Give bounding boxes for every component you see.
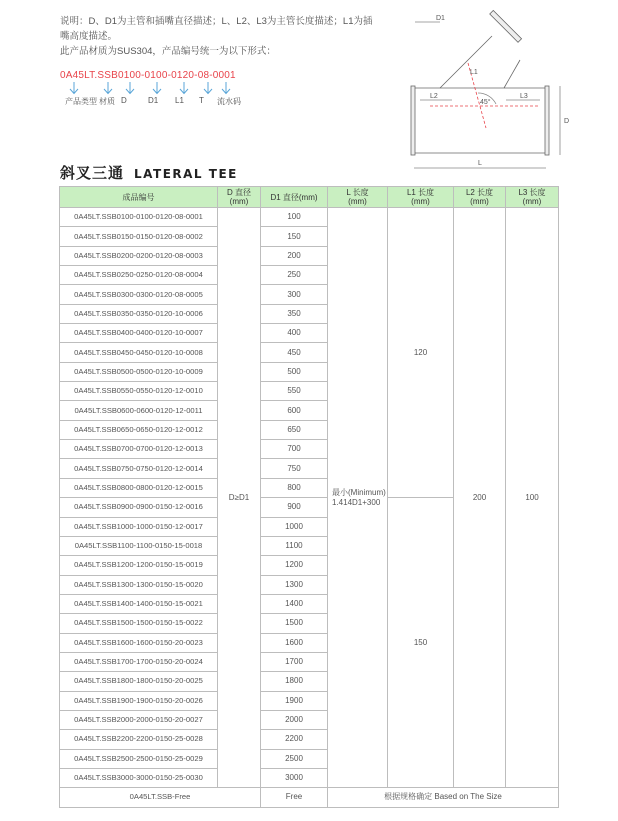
d1-diameter-cell: 800 [261,478,328,497]
legend-label: 材质 [99,97,115,106]
code-example: 0A45LT.SSB0100-0100-0120-08-0001 [60,70,236,81]
d1-diameter-cell: 650 [261,420,328,439]
legend-label: D [121,96,127,105]
free-code-cell: 0A45LT.SSB-Free [60,788,261,807]
legend-arrow-icon [103,82,113,96]
legend-arrow-icon [221,82,231,96]
description-line-3: 此产品材质为SUS304，产品编号统一为以下形式： [60,46,276,57]
product-code-cell: 0A45LT.SSB0550-0550-0120-12-0010 [60,382,218,401]
product-code-cell: 0A45LT.SSB3000-3000-0150-25-0030 [60,768,218,787]
l1-length-cell: 120 [388,208,454,498]
product-code-cell: 0A45LT.SSB1000-1000-0150-12-0017 [60,517,218,536]
product-code-cell: 0A45LT.SSB1400-1400-0150-15-0021 [60,594,218,613]
legend-label: D1 [148,96,159,105]
l-length-line-2: 1.414D1+300 [332,497,381,507]
table-row [60,208,559,227]
diagram-label-d1: D1 [436,15,445,22]
d1-diameter-cell: 700 [261,440,328,459]
code-legend [60,82,300,112]
d1-diameter-cell: 500 [261,362,328,381]
description-line-2: 嘴高度描述。 [60,31,118,42]
product-code-cell: 0A45LT.SSB2500-2500-0150-25-0029 [60,749,218,768]
free-d1-cell: Free [261,788,328,807]
legend-arrow-icon [125,82,135,96]
table-header-cell: L 长度 (mm) [328,187,388,208]
product-code-cell: 0A45LT.SSB0350-0350-0120-10-0006 [60,304,218,323]
d1-diameter-cell: 2200 [261,730,328,749]
product-code-cell: 0A45LT.SSB2000-2000-0150-20-0027 [60,710,218,729]
legend-arrow-icon [203,82,213,96]
product-code-cell: 0A45LT.SSB0650-0650-0120-12-0012 [60,420,218,439]
product-code-cell: 0A45LT.SSB0400-0400-0120-10-0007 [60,324,218,343]
d1-diameter-cell: 1900 [261,691,328,710]
section-title [60,162,238,183]
legend-label: L1 [175,96,184,105]
d1-diameter-cell: 450 [261,343,328,362]
d1-diameter-cell: 2000 [261,710,328,729]
product-code-cell: 0A45LT.SSB0900-0900-0150-12-0016 [60,498,218,517]
product-code-cell: 0A45LT.SSB0200-0200-0120-08-0003 [60,246,218,265]
d1-diameter-cell: 750 [261,459,328,478]
d1-diameter-cell: 550 [261,382,328,401]
lateral-tee-diagram [400,8,580,178]
d1-diameter-cell: 1200 [261,556,328,575]
product-code-cell: 0A45LT.SSB1900-1900-0150-20-0026 [60,691,218,710]
d1-diameter-cell: 1700 [261,652,328,671]
d1-diameter-cell: 1000 [261,517,328,536]
legend-label: T [199,96,204,105]
product-code-cell: 0A45LT.SSB1200-1200-0150-15-0019 [60,556,218,575]
title-en: LATERAL TEE [134,167,238,181]
diagram-label-l1: L1 [470,69,478,76]
diagram-label-l2: L2 [430,93,438,100]
d1-diameter-cell: 2500 [261,749,328,768]
legend-arrow-icon [69,82,79,96]
product-code-cell: 0A45LT.SSB1500-1500-0150-15-0022 [60,614,218,633]
table-header-cell: D1 直径(mm) [261,187,328,208]
product-code-cell: 0A45LT.SSB0700-0700-0120-12-0013 [60,440,218,459]
d1-diameter-cell: 1800 [261,672,328,691]
legend-label: 流水码 [217,97,241,106]
d1-diameter-cell: 1300 [261,575,328,594]
description [60,14,390,59]
l-length-cell [328,208,388,788]
table-header-cell: L3 长度 (mm) [506,187,559,208]
product-code-cell: 0A45LT.SSB0450-0450-0120-10-0008 [60,343,218,362]
d1-diameter-cell: 1400 [261,594,328,613]
d1-diameter-cell: 300 [261,285,328,304]
l3-length-cell: 100 [506,208,559,788]
table-header-cell: L2 长度 (mm) [454,187,506,208]
table-header-row [60,187,559,208]
product-code-cell: 0A45LT.SSB0800-0800-0120-12-0015 [60,478,218,497]
d-diameter-cell: D≥D1 [218,208,261,788]
table-header-cell: L1 长度 (mm) [388,187,454,208]
table-row-free [60,788,559,807]
product-code-cell: 0A45LT.SSB0250-0250-0120-08-0004 [60,266,218,285]
product-code-cell: 0A45LT.SSB1800-1800-0150-20-0025 [60,672,218,691]
diagram-label-d: D [564,118,570,125]
l1-length-cell: 150 [388,498,454,788]
d1-diameter-cell: 1600 [261,633,328,652]
d1-diameter-cell: 3000 [261,768,328,787]
product-code-cell: 0A45LT.SSB1100-1100-0150-15-0018 [60,536,218,555]
d1-diameter-cell: 400 [261,324,328,343]
product-code-cell: 0A45LT.SSB0500-0500-0120-10-0009 [60,362,218,381]
d1-diameter-cell: 350 [261,304,328,323]
d1-diameter-cell: 1500 [261,614,328,633]
d1-diameter-cell: 150 [261,227,328,246]
spec-table [59,186,559,808]
d1-diameter-cell: 200 [261,246,328,265]
product-code-cell: 0A45LT.SSB0100-0100-0120-08-0001 [60,208,218,227]
legend-arrow-icon [179,82,189,96]
product-code-cell: 0A45LT.SSB1700-1700-0150-20-0024 [60,652,218,671]
product-code-cell: 0A45LT.SSB2200-2200-0150-25-0028 [60,730,218,749]
d1-diameter-cell: 600 [261,401,328,420]
legend-label: 产品类型 [65,97,97,106]
d1-diameter-cell: 100 [261,208,328,227]
product-code-cell: 0A45LT.SSB0150-0150-0120-08-0002 [60,227,218,246]
free-note-cell: 根据规格确定 Based on The Size [328,788,559,807]
l2-length-cell: 200 [454,208,506,788]
diagram-label-angle: 45° [480,99,491,106]
diagram-label-l: L [478,160,482,167]
product-code-cell: 0A45LT.SSB1600-1600-0150-20-0023 [60,633,218,652]
title-cn: 斜叉三通 [60,164,125,182]
table-header-cell: 成品编号 [60,187,218,208]
description-line-1: 说明：D、D1为主管和插嘴直径描述；L、L2、L3为主管长度描述；L1为插 [60,16,373,27]
d1-diameter-cell: 1100 [261,536,328,555]
table-header-cell: D 直径 (mm) [218,187,261,208]
product-code-cell: 0A45LT.SSB0300-0300-0120-08-0005 [60,285,218,304]
d1-diameter-cell: 900 [261,498,328,517]
product-code-cell: 0A45LT.SSB0750-0750-0120-12-0014 [60,459,218,478]
product-code-cell: 0A45LT.SSB0600-0600-0120-12-0011 [60,401,218,420]
l-length-line-1: 最小(Minimum) [332,487,386,497]
product-code-cell: 0A45LT.SSB1300-1300-0150-15-0020 [60,575,218,594]
d1-diameter-cell: 250 [261,266,328,285]
diagram-label-l3: L3 [520,93,528,100]
legend-arrow-icon [152,82,162,96]
